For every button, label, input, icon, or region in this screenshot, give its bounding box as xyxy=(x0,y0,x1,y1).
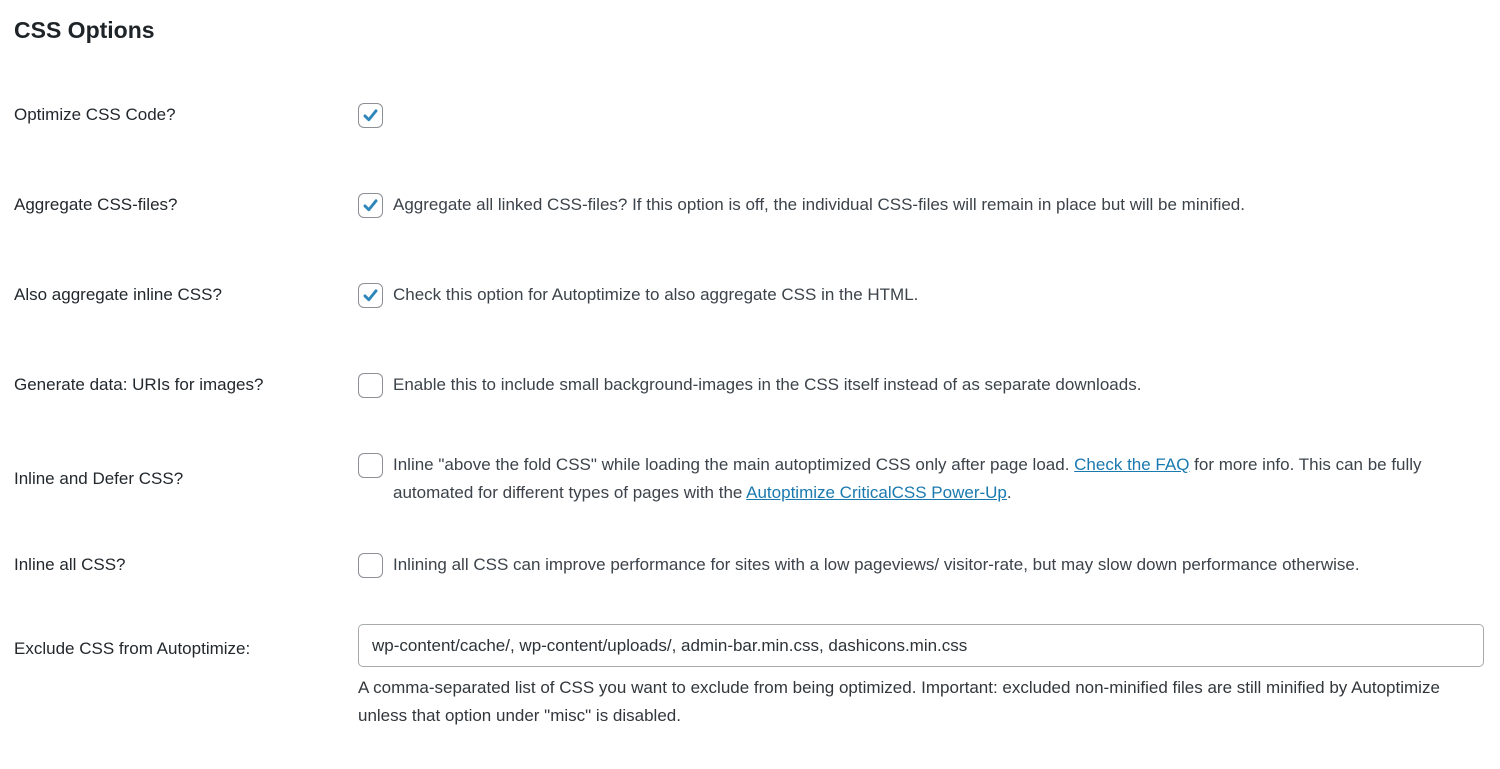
description-text: Inline "above the fold CSS" while loading the main autoptimized CSS only after page load. xyxy=(393,455,1075,474)
settings-row-optimize-css xyxy=(14,101,1484,129)
aggregate-css-checkbox[interactable] xyxy=(358,193,383,218)
inline-all-css-checkbox[interactable] xyxy=(358,553,383,578)
data-uris-description: Enable this to include small background-images in the CSS itself instead of as separate downloads. xyxy=(393,375,1142,394)
settings-row-aggregate-inline-css xyxy=(14,281,1484,309)
exclude-css-input-column xyxy=(358,624,1484,730)
aggregate-css-label: Aggregate CSS-files? xyxy=(14,195,178,214)
exclude-css-helper-text: A comma-separated list of CSS you want to exclude from being optimized. Important: excluded non-minified files are still minified by Autoptimize unless that option under "misc" is disabled. xyxy=(358,678,1440,725)
settings-row-aggregate-css xyxy=(14,191,1484,219)
aggregate-inline-css-label: Also aggregate inline CSS? xyxy=(14,285,222,304)
settings-row-inline-defer-css xyxy=(14,451,1484,507)
data-uris-checkbox[interactable] xyxy=(358,373,383,398)
settings-row-data-uris xyxy=(14,371,1484,399)
checkmark-icon xyxy=(362,287,379,304)
inline-defer-css-label: Inline and Defer CSS? xyxy=(14,469,184,488)
criticalcss-powerup-link[interactable]: Autoptimize CriticalCSS Power-Up xyxy=(746,483,1007,502)
description-text: . xyxy=(1006,483,1012,502)
data-uris-label: Generate data: URIs for images? xyxy=(14,375,264,394)
aggregate-inline-css-description: Check this option for Autoptimize to also aggregate CSS in the HTML. xyxy=(393,285,919,304)
exclude-css-input[interactable] xyxy=(358,624,1484,667)
inline-all-css-description: Inlining all CSS can improve performance for sites with a low pageviews/ visitor-rate, but may slow down performance otherwise. xyxy=(393,555,1360,574)
check-the-faq-link[interactable]: Check the FAQ xyxy=(1074,455,1190,474)
exclude-css-label: Exclude CSS from Autoptimize: xyxy=(14,639,251,658)
description-text: for more info. This can be fully automated for different types of pages with the xyxy=(393,455,1422,502)
optimize-css-checkbox[interactable] xyxy=(358,103,383,128)
inline-defer-css-checkbox[interactable] xyxy=(358,453,383,478)
aggregate-inline-css-checkbox[interactable] xyxy=(358,283,383,308)
optimize-css-label: Optimize CSS Code? xyxy=(14,105,176,124)
checkmark-icon xyxy=(362,107,379,124)
aggregate-css-description: Aggregate all linked CSS-files? If this option is off, the individual CSS-files will remain in place but will be minified. xyxy=(393,195,1245,214)
settings-row-exclude-css xyxy=(14,624,1484,730)
inline-defer-css-description xyxy=(393,451,1453,507)
inline-all-css-label: Inline all CSS? xyxy=(14,555,126,574)
settings-row-inline-all-css xyxy=(14,551,1484,579)
checkmark-icon xyxy=(362,197,379,214)
page-title: CSS Options xyxy=(14,17,155,43)
